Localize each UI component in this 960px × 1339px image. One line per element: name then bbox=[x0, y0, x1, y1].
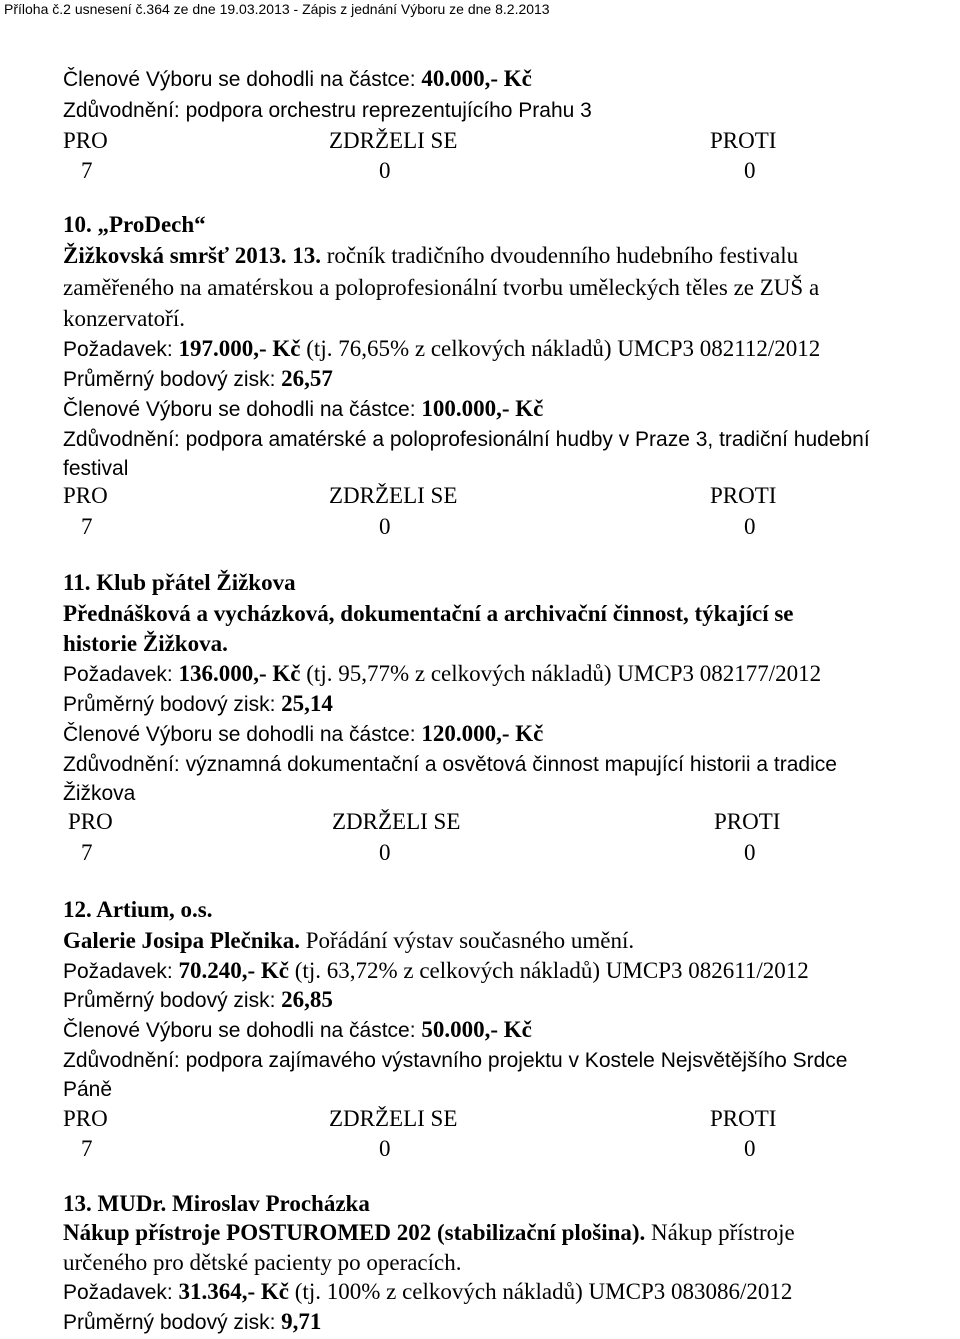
vote-count-against: 0 bbox=[744, 1136, 756, 1161]
vote-header-against: PROTI bbox=[714, 809, 781, 834]
item-12-reason: Zdůvodnění: podpora zajímavého výstavního projektu v Kostele Nejsvětějšího Srdce bbox=[63, 1049, 848, 1072]
item-13-description-line2: určeného pro dětské pacienty po operacích. bbox=[63, 1250, 462, 1275]
document-header: Příloha č.2 usnesení č.364 ze dne 19.03.2013 - Zápis z jednání Výboru ze dne 8.2.2013 bbox=[4, 1, 550, 17]
item-10-description-line3: konzervatoří. bbox=[63, 306, 185, 331]
vote-header-against: PROTI bbox=[710, 483, 777, 508]
item-12-description: Galerie Josipa Plečnika. Pořádání výstav současného umění. bbox=[63, 928, 635, 953]
vote-count-against: 0 bbox=[744, 840, 756, 865]
item-13-request: Požadavek: 31.364,- Kč (tj. 100% z celkových nákladů) UMCP3 083086/2012 bbox=[63, 1279, 793, 1304]
item-12-reason-line2: Páně bbox=[63, 1078, 113, 1101]
item-11-score: Průměrný bodový zisk: 25,14 bbox=[63, 691, 333, 716]
vote-header-pro: PRO bbox=[63, 128, 108, 153]
reason-line: Zdůvodnění: podpora orchestru reprezentujícího Prahu 3 bbox=[63, 99, 592, 122]
item-11-reason-line2: Žižkova bbox=[63, 782, 136, 805]
item-12-score: Průměrný bodový zisk: 26,85 bbox=[63, 987, 333, 1012]
vote-count-against: 0 bbox=[744, 514, 756, 539]
item-13-score: Průměrný bodový zisk: 9,71 bbox=[63, 1309, 322, 1334]
vote-header-pro: PRO bbox=[63, 1106, 108, 1131]
item-11-reason: Zdůvodnění: významná dokumentační a osvětová činnost mapující historii a tradice bbox=[63, 753, 837, 776]
vote-header-abstain: ZDRŽELI SE bbox=[329, 1106, 458, 1131]
item-13-description: Nákup přístroje POSTUROMED 202 (stabilizační plošina). Nákup přístroje bbox=[63, 1220, 795, 1245]
item-11-description-line2: historie Žižkova. bbox=[63, 631, 228, 656]
item-10-request: Požadavek: 197.000,- Kč (tj. 76,65% z celkových nákladů) UMCP3 082112/2012 bbox=[63, 336, 821, 361]
agreed-amount-line: Členové Výboru se dohodli na částce: 40.000,- Kč bbox=[63, 66, 532, 91]
item-10-heading: 10. „ProDech“ bbox=[63, 212, 206, 237]
vote-header-against: PROTI bbox=[710, 1106, 777, 1131]
vote-header-pro: PRO bbox=[63, 483, 108, 508]
item-10-description: Žižkovská smršť 2013. 13. ročník tradičního dvoudenního hudebního festivalu bbox=[63, 243, 799, 268]
item-12-heading: 12. Artium, o.s. bbox=[63, 897, 213, 922]
item-12-agreed: Členové Výboru se dohodli na částce: 50.000,- Kč bbox=[63, 1017, 532, 1042]
vote-count-pro: 7 bbox=[81, 1136, 93, 1161]
vote-header-abstain: ZDRŽELI SE bbox=[329, 128, 458, 153]
vote-count-pro: 7 bbox=[81, 158, 93, 183]
vote-count-abstain: 0 bbox=[379, 514, 391, 539]
item-11-agreed: Členové Výboru se dohodli na částce: 120.000,- Kč bbox=[63, 721, 544, 746]
vote-header-abstain: ZDRŽELI SE bbox=[332, 809, 461, 834]
item-10-reason-line2: festival bbox=[63, 457, 129, 480]
vote-count-abstain: 0 bbox=[379, 840, 391, 865]
vote-count-pro: 7 bbox=[81, 514, 93, 539]
vote-count-against: 0 bbox=[744, 158, 756, 183]
item-13-heading: 13. MUDr. Miroslav Procházka bbox=[63, 1191, 370, 1216]
item-10-agreed: Členové Výboru se dohodli na částce: 100.000,- Kč bbox=[63, 396, 544, 421]
vote-count-pro: 7 bbox=[81, 840, 93, 865]
item-10-reason: Zdůvodnění: podpora amatérské a poloprofesionální hudby v Praze 3, tradiční hudební bbox=[63, 428, 870, 451]
vote-header-abstain: ZDRŽELI SE bbox=[329, 483, 458, 508]
vote-count-abstain: 0 bbox=[379, 158, 391, 183]
item-11-request: Požadavek: 136.000,- Kč (tj. 95,77% z celkových nákladů) UMCP3 082177/2012 bbox=[63, 661, 822, 686]
item-10-description-line2: zaměřeného na amatérskou a poloprofesionální tvorbu uměleckých těles ze ZUŠ a bbox=[63, 275, 820, 300]
item-11-heading: 11. Klub přátel Žižkova bbox=[63, 570, 296, 595]
vote-header-against: PROTI bbox=[710, 128, 777, 153]
item-12-request: Požadavek: 70.240,- Kč (tj. 63,72% z celkových nákladů) UMCP3 082611/2012 bbox=[63, 958, 809, 983]
item-10-score: Průměrný bodový zisk: 26,57 bbox=[63, 366, 333, 391]
item-11-description: Přednášková a vycházková, dokumentační a archivační činnost, týkající se bbox=[63, 601, 794, 626]
vote-header-pro: PRO bbox=[68, 809, 113, 834]
vote-count-abstain: 0 bbox=[379, 1136, 391, 1161]
